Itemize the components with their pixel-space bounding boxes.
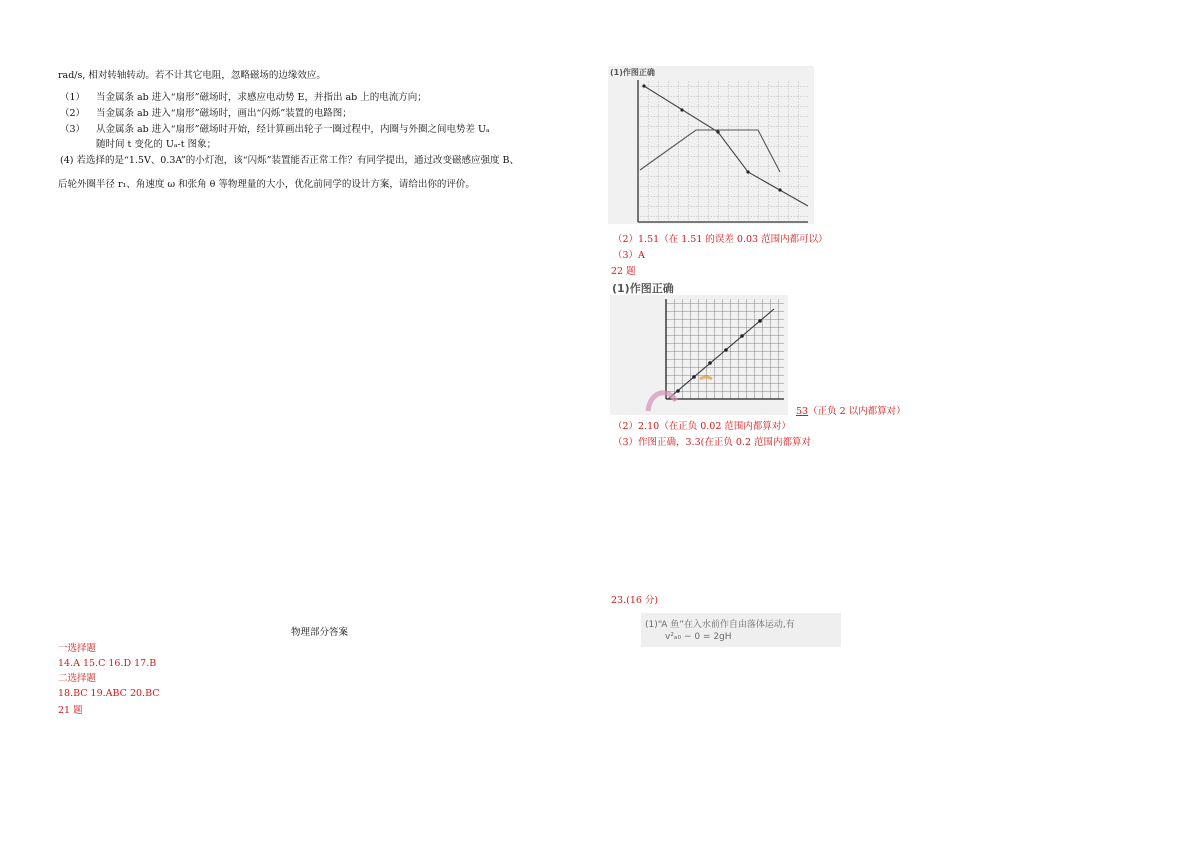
question-item-1 xyxy=(60,91,427,104)
question-22-label: 22 题 xyxy=(611,266,636,277)
question-item-4-line-1: (4) 若选择的是“1.5V、0.3A”的小灯泡，该“闪烁”装置能否正常工作？有同学提出，通过改变磁感应强度 B、 xyxy=(60,155,519,166)
question-item-text: 当金属条 ab 进入“扇形”磁场时，画出“闪烁”装置的电路图； xyxy=(96,108,352,119)
question-item-3 xyxy=(60,123,490,136)
graph-figure-2-title: (1)作图正确 xyxy=(612,282,674,295)
graph-figure-2-plot xyxy=(610,295,788,415)
q21-answer-3: （3）A xyxy=(613,250,645,261)
question-item-4-line-2: 后轮外圈半径 r₁、角速度 ω 和张角 θ 等物理量的大小，优化前同学的设计方案，请给出你的评价。 xyxy=(58,179,475,190)
q22-answer-1-value: 53 xyxy=(796,406,809,417)
q22-answer-2: （2）2.10（在正负 0.02 范围内都算对） xyxy=(613,421,791,432)
graph-figure-1-plot xyxy=(608,66,814,224)
question-23-label: 23.(16 分) xyxy=(611,595,659,606)
answers-title: 物理部分答案 xyxy=(291,627,349,638)
question-item-number: （1） xyxy=(60,92,86,103)
question-item-number: （2） xyxy=(60,108,86,119)
q22-answer-3: （3）作图正确，3.3(在正负 0.2 范围内都算对 xyxy=(613,437,812,448)
q22-answer-1 xyxy=(790,405,906,418)
q23-solution-image xyxy=(641,613,841,647)
question-item-2 xyxy=(60,107,352,120)
q23-solution-line-1: (1)“A 鱼”在入水前作自由落体运动,有 xyxy=(645,620,795,630)
question-item-3-continued xyxy=(60,138,216,151)
question-item-text: 随时间 t 变化的 Uₐ-t 图象； xyxy=(96,139,217,150)
question-item-number: （3） xyxy=(60,124,86,135)
section-1-label: 一选择题 xyxy=(58,643,97,654)
q21-answer-2: （2）1.51（在 1.51 的误差 0.03 范围内都可以） xyxy=(613,234,828,245)
question-item-text: 当金属条 ab 进入“扇形”磁场时，求感应电动势 E，并指出 ab 上的电流方向； xyxy=(96,92,427,103)
question-item-text: 从金属条 ab 进入“扇形”磁场时开始，经计算画出轮子一圈过程中，内圈与外圈之间电势差 Uₐ xyxy=(96,124,490,135)
question-intro: rad/s, 相对转轴转动。若不计其它电阻，忽略磁场的边缘效应。 xyxy=(58,70,326,81)
section-2-answers: 18.BC 19.ABC 20.BC xyxy=(58,688,160,699)
graph-figure-1 xyxy=(608,66,814,224)
q22-answer-1-tolerance: （正负 2 以内都算对） xyxy=(808,406,906,417)
graph-figure-1-title: (1)作图正确 xyxy=(610,68,655,77)
section-1-answers: 14.A 15.C 16.D 17.B xyxy=(58,658,157,669)
section-2-label: 二选择题 xyxy=(58,673,97,684)
graph-figure-2 xyxy=(610,295,788,415)
q23-solution-line-2: v²ₐ₀ − 0 = 2gH xyxy=(665,632,732,642)
question-21-label: 21 题 xyxy=(58,705,83,716)
